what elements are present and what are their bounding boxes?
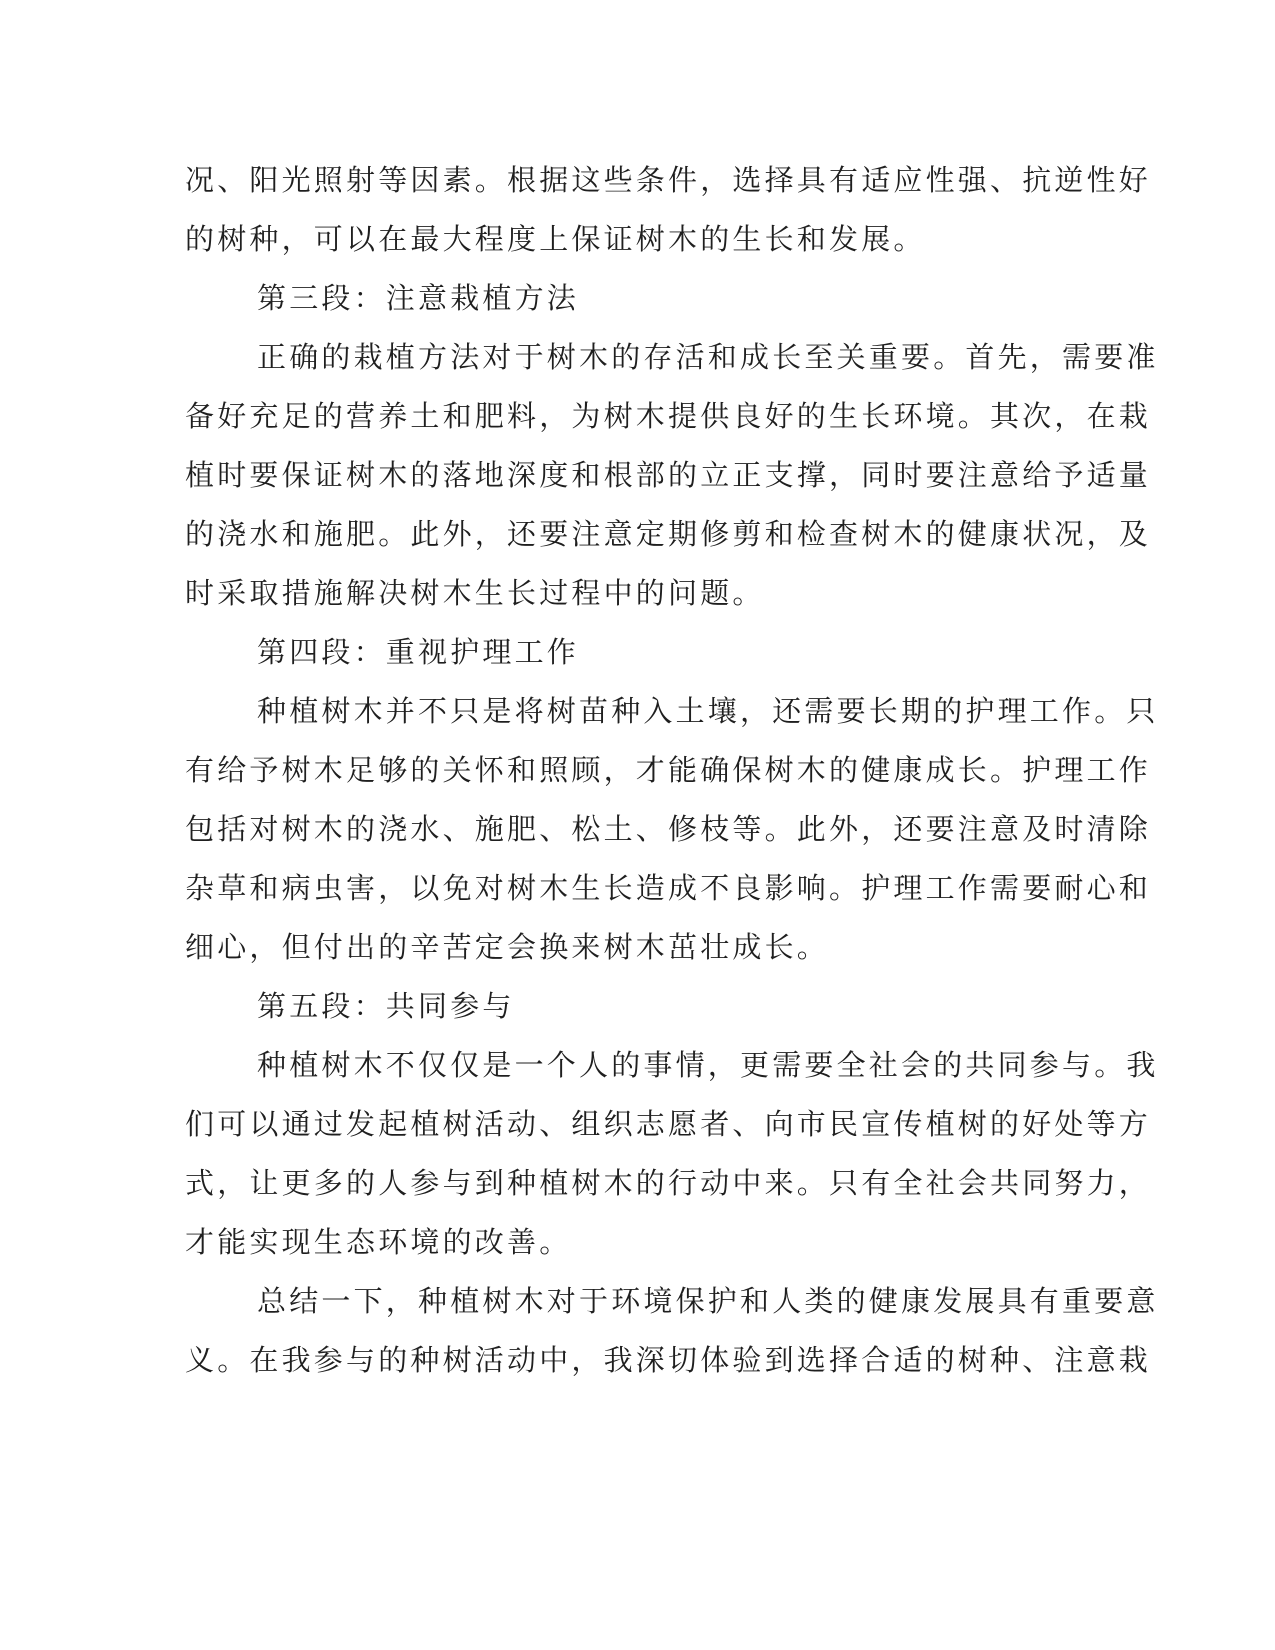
text-line: 况、阳光照射等因素。根据这些条件，选择具有适应性强、抗逆性好	[185, 163, 1152, 197]
section-heading: 第五段：共同参与	[257, 989, 515, 1023]
text-line: 式，让更多的人参与到种植树木的行动中来。只有全社会共同努力，	[185, 1166, 1152, 1200]
text-line: 植时要保证树木的落地深度和根部的立正支撑，同时要注意给予适量	[185, 458, 1152, 492]
text-line: 们可以通过发起植树活动、组织志愿者、向市民宣传植树的好处等方	[185, 1107, 1152, 1141]
section-heading: 第四段：重视护理工作	[257, 635, 580, 669]
text-line: 细心，但付出的辛苦定会换来树木茁壮成长。	[185, 930, 830, 964]
text-line: 总结一下，种植树木对于环境保护和人类的健康发展具有重要意	[257, 1284, 1159, 1318]
text-line: 才能实现生态环境的改善。	[185, 1225, 572, 1259]
text-line: 有给予树木足够的关怀和照顾，才能确保树木的健康成长。护理工作	[185, 753, 1152, 787]
section-heading: 第三段：注意栽植方法	[257, 281, 580, 315]
text-line: 正确的栽植方法对于树木的存活和成长至关重要。首先，需要准	[257, 340, 1159, 374]
text-line: 备好充足的营养土和肥料，为树木提供良好的生长环境。其次，在栽	[185, 399, 1152, 433]
text-line: 杂草和病虫害，以免对树木生长造成不良影响。护理工作需要耐心和	[185, 871, 1152, 905]
text-line: 的浇水和施肥。此外，还要注意定期修剪和检查树木的健康状况，及	[185, 517, 1152, 551]
text-line: 包括对树木的浇水、施肥、松土、修枝等。此外，还要注意及时清除	[185, 812, 1152, 846]
text-line: 义。在我参与的种树活动中，我深切体验到选择合适的树种、注意栽	[185, 1343, 1152, 1377]
text-line: 种植树木不仅仅是一个人的事情，更需要全社会的共同参与。我	[257, 1048, 1159, 1082]
text-line: 的树种，可以在最大程度上保证树木的生长和发展。	[185, 222, 926, 256]
text-line: 种植树木并不只是将树苗种入土壤，还需要长期的护理工作。只	[257, 694, 1159, 728]
text-line: 时采取措施解决树木生长过程中的问题。	[185, 576, 765, 610]
